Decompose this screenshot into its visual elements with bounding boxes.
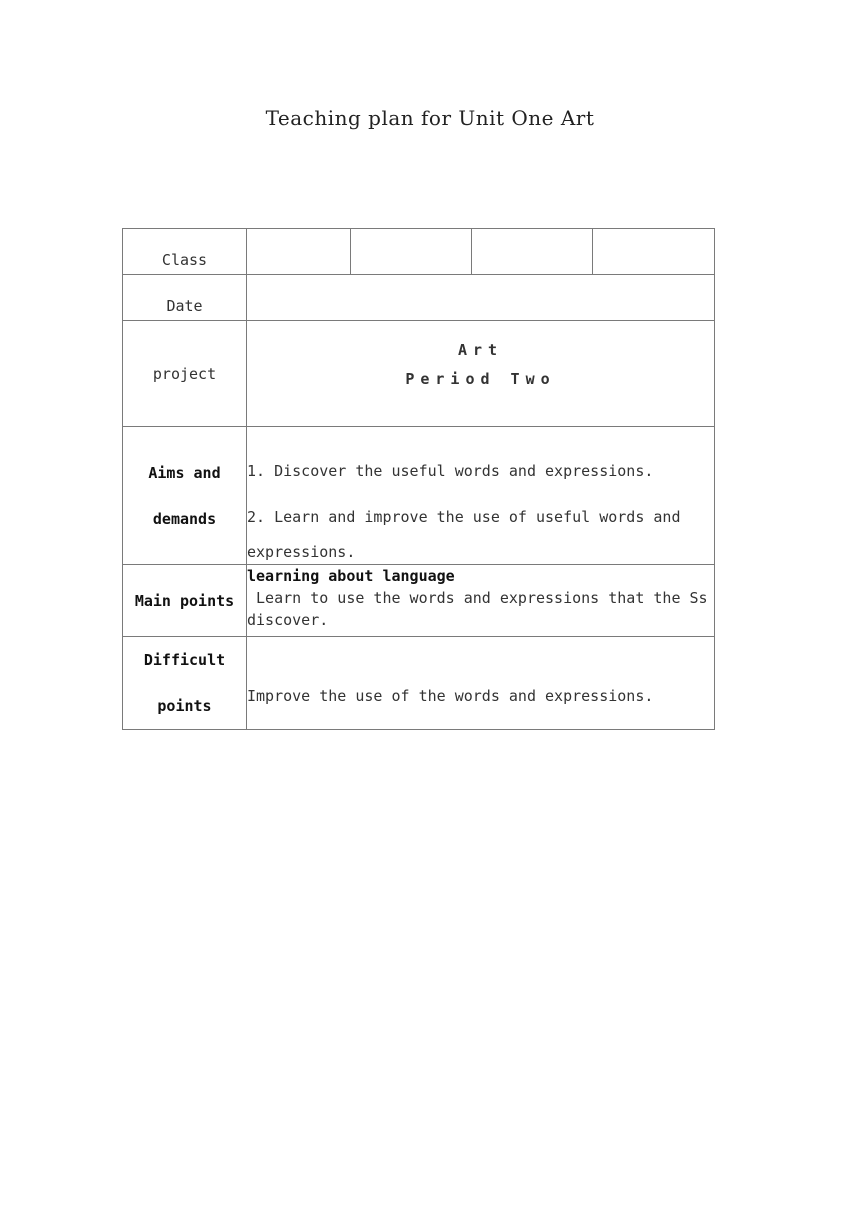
class-label-cell <box>123 229 247 275</box>
date-label-cell <box>123 275 247 321</box>
difficult-points-label-cell <box>123 637 247 730</box>
main-points-label: Main points <box>134 591 235 610</box>
project-content-cell <box>247 321 715 427</box>
main-points-content-cell <box>247 565 715 637</box>
class-row <box>123 229 715 275</box>
class-value-cell-4 <box>593 229 715 275</box>
difficult-label-line2: points <box>157 697 212 715</box>
main-points-text-line1: Learn to use the words and expressions that the Ss <box>247 589 708 607</box>
class-value-cell-1 <box>247 229 351 275</box>
project-period: Period Two <box>405 369 556 388</box>
aims-item-2-continued: expressions. <box>247 543 356 561</box>
project-label-cell <box>123 321 247 427</box>
project-label: project <box>152 364 217 383</box>
aims-row <box>123 427 715 565</box>
aims-content-cell <box>247 427 715 565</box>
difficult-points-content-cell <box>247 637 715 730</box>
teaching-plan-table <box>122 228 715 730</box>
main-points-heading: learning about language <box>247 567 455 585</box>
difficult-points-row <box>123 637 715 730</box>
class-value-cell-2 <box>351 229 472 275</box>
project-row <box>123 321 715 427</box>
difficult-points-text: Improve the use of the words and expressions. <box>247 687 654 705</box>
date-row <box>123 275 715 321</box>
main-points-label-cell <box>123 565 247 637</box>
main-points-text-line2: discover. <box>247 611 329 629</box>
aims-item-2: 2. Learn and improve the use of useful words and <box>247 508 681 526</box>
aims-label-line2: demands <box>152 509 217 528</box>
class-value-cell-3 <box>472 229 593 275</box>
project-subject: Art <box>457 340 504 359</box>
aims-item-1: 1. Discover the useful words and expressions. <box>247 462 654 480</box>
date-value-cell <box>247 275 715 321</box>
main-points-row <box>123 565 715 637</box>
aims-label-cell <box>123 427 247 565</box>
aims-label-line1: Aims and <box>148 463 221 482</box>
document-title: Teaching plan for Unit One Art <box>265 106 595 130</box>
date-label: Date <box>166 297 203 315</box>
class-label: Class <box>161 251 208 269</box>
difficult-label-line1: Difficult <box>143 651 226 669</box>
